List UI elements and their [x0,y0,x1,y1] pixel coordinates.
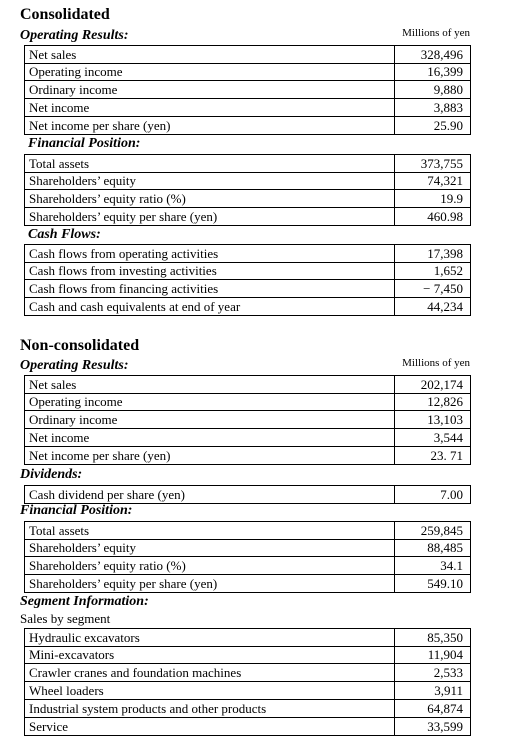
row-label: Operating income [29,394,123,409]
row-value: 12,826 [394,393,470,410]
row-label: Shareholders’ equity per share (yen) [29,576,218,591]
consolidated-title: Consolidated [20,6,110,23]
row-label: Ordinary income [29,82,118,97]
row-label: Shareholders’ equity ratio (%) [29,558,186,573]
table-row [24,117,471,135]
row-value: 2,533 [394,664,470,681]
table-row [24,244,471,263]
consolidated-financial-position-heading: Financial Position: [28,136,141,151]
row-value: 17,398 [394,245,470,262]
row-value: 19.9 [394,190,470,207]
table-row [24,190,471,208]
row-label: Shareholders’ equity [29,173,136,188]
row-value: 460.98 [394,208,470,225]
row-value: 259,845 [394,522,470,539]
table-row [24,375,471,394]
row-value: 3,911 [394,682,470,699]
row-label: Crawler cranes and foundation machines [29,665,242,680]
row-value: 9,880 [394,81,470,98]
table-row [24,262,471,280]
row-value: 328,496 [394,46,470,63]
table-row [24,298,471,316]
row-label: Shareholders’ equity per share (yen) [29,209,218,224]
table-row [24,429,471,447]
row-label: Cash flows from operating activities [29,246,219,261]
table-row [24,81,471,99]
table-row [24,718,471,736]
row-label: Ordinary income [29,412,118,427]
row-label: Net income per share (yen) [29,448,171,463]
table-row [24,575,471,593]
row-value: 11,904 [394,646,470,663]
table-row [24,99,471,117]
row-value: 85,350 [394,629,470,646]
row-label: Net income [29,100,90,115]
consolidated-operating-results-heading: Operating Results: [20,28,129,43]
row-value: 3,544 [394,429,470,446]
row-value: 33,599 [394,718,470,735]
row-label: Cash and cash equivalents at end of year [29,299,241,314]
table-row [24,646,471,664]
row-value: 549.10 [394,575,470,592]
non-consolidated-financial-position-heading: Financial Position: [20,503,133,518]
table-row [24,411,471,429]
table-row [24,521,471,540]
table-row [24,208,471,226]
table-row [24,172,471,190]
row-value: 16,399 [394,63,470,80]
table-row [24,557,471,575]
row-label: Net income per share (yen) [29,118,171,133]
consolidated-cash-flows-heading: Cash Flows: [28,227,101,242]
row-label: Service [29,719,68,734]
row-value: 23. 71 [394,447,470,464]
table-row [24,447,471,465]
row-label: Net income [29,430,90,445]
row-value: 25.90 [394,117,470,134]
row-label: Total assets [29,156,90,171]
table-row [24,628,471,647]
table-row [24,539,471,557]
row-value: 3,883 [394,99,470,116]
row-value: 34.1 [394,557,470,574]
consolidated-units: Millions of yen [402,27,470,39]
row-label: Industrial system products and other products [29,701,267,716]
row-value: 202,174 [394,376,470,393]
table-row [24,154,471,173]
row-label: Cash flows from investing activities [29,263,217,278]
row-label: Operating income [29,64,123,79]
row-value: 88,485 [394,539,470,556]
non-consolidated-operating-results-heading: Operating Results: [20,358,129,373]
row-label: Shareholders’ equity [29,540,136,555]
table-row [24,280,471,298]
row-label: Wheel loaders [29,683,104,698]
row-label: Total assets [29,523,90,538]
row-value: 1,652 [394,262,470,279]
row-value: 13,103 [394,411,470,428]
non-consolidated-units: Millions of yen [402,357,470,369]
row-label: Net sales [29,377,77,392]
table-row [24,700,471,718]
table-row [24,682,471,700]
non-consolidated-dividends-heading: Dividends: [20,467,83,482]
table-row [24,393,471,411]
row-value: 44,234 [394,298,470,315]
row-value: 74,321 [394,172,470,189]
row-label: Cash dividend per share (yen) [29,487,185,502]
row-label: Hydraulic excavators [29,630,140,645]
row-label: Cash flows from financing activities [29,281,219,296]
table-row [24,664,471,682]
sales-by-segment-label: Sales by segment [20,611,111,626]
row-value: − 7,450 [394,280,470,297]
table-row [24,45,471,64]
row-label: Net sales [29,47,77,62]
row-label: Shareholders’ equity ratio (%) [29,191,186,206]
table-row [24,485,471,504]
row-label: Mini-excavators [29,647,115,662]
row-value: 64,874 [394,700,470,717]
row-value: 373,755 [394,155,470,172]
non-consolidated-title: Non-consolidated [20,337,140,354]
row-value: 7.00 [394,486,470,503]
table-row [24,63,471,81]
segment-information-heading: Segment Information: [20,594,149,609]
